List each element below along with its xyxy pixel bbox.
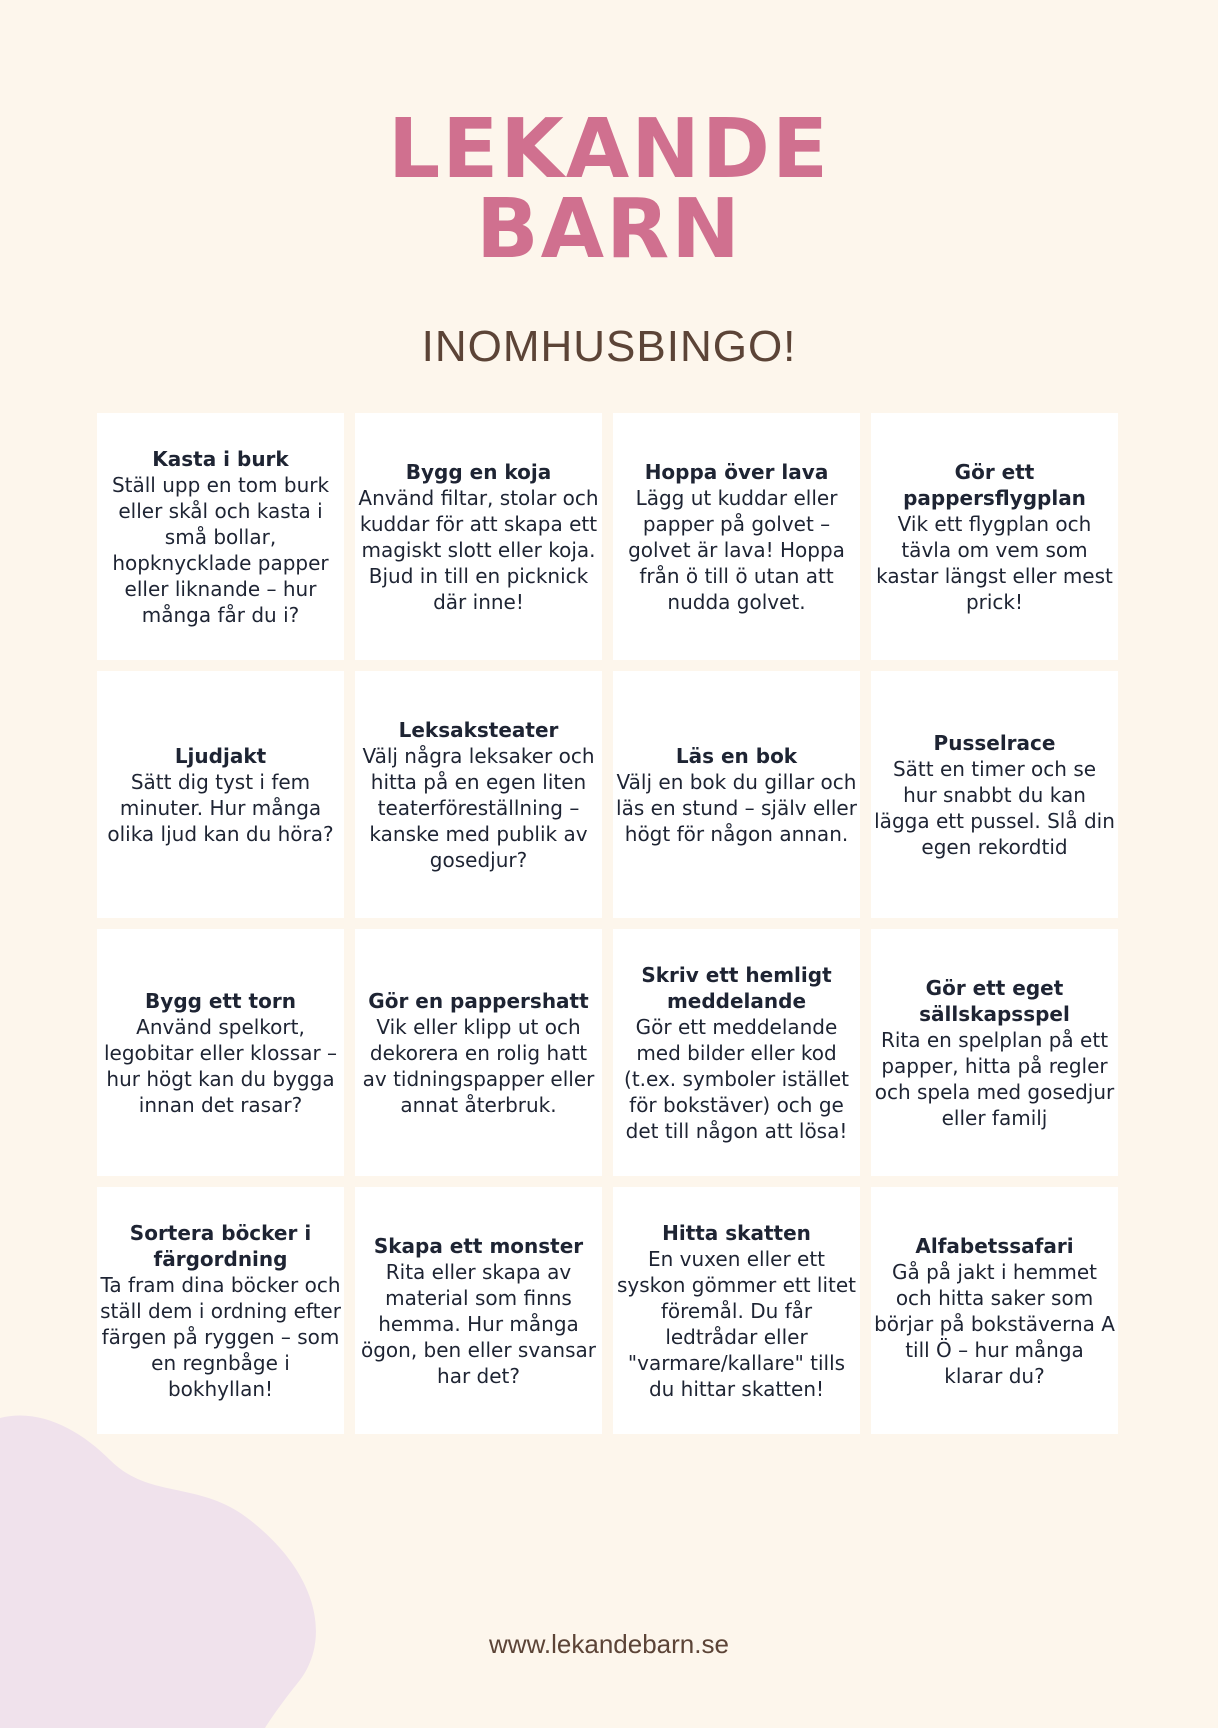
bingo-cell [613,671,860,918]
bingo-cell [871,671,1118,918]
bingo-cell [355,671,602,918]
bingo-cell-text: Välj några leksaker och hitta på en egen liten teaterföreställning – kanske med publik av gosedjur? [362,743,595,872]
decorative-blob [0,1400,340,1728]
bingo-cell [97,671,344,918]
bingo-cell [355,1187,602,1434]
bingo-cell [355,413,602,660]
bingo-cell-text: En vuxen eller ett syskon gömmer ett litet föremål. Du får ledtrådar eller "varmare/kallare" tills du hittar skatten! [616,1246,857,1401]
bingo-cell-title: Läs en bok [675,743,798,768]
bingo-cell [355,929,602,1176]
bingo-cell-title: Skapa ett monster [373,1233,584,1258]
bingo-cell-title: Alfabetssafari [915,1233,1074,1258]
page-title: INOMHUSBINGO! [421,322,797,371]
bingo-cell-title: Gör ett pappersflygplan [903,459,1086,510]
bingo-cell [871,413,1118,660]
bingo-cell-title: Pusselrace [933,730,1056,755]
bingo-cell-title: Gör ett eget sällskapsspel [919,975,1070,1026]
bingo-cell-title: Bygg ett torn [145,988,296,1013]
bingo-cell-text: Ta fram dina böcker och ställ dem i ordning efter färgen på ryggen – som en regnbåge i bokhyllan! [100,1272,341,1401]
brand-logo [0,102,1218,277]
bingo-cell-title: Hoppa över lava [644,459,829,484]
bingo-cell-title: Bygg en koja [405,459,552,484]
bingo-cell-text: Använd filtar, stolar och kuddar för att skapa ett magiskt slott eller koja. Bjud in till en picknick där inne! [358,485,599,614]
bingo-cell-title: Hitta skatten [662,1220,811,1245]
logo-line-2: BARN [476,182,742,277]
bingo-cell-text: Välj en bok du gillar och läs en stund – själv eller högt för någon annan. [616,769,857,846]
bingo-cell [871,1187,1118,1434]
bingo-cell-title: Kasta i burk [152,446,289,471]
bingo-cell-text: Rita en spelplan på ett papper, hitta på regler och spela med gosedjur eller familj [874,1027,1115,1130]
bingo-cell-title: Ljudjakt [174,743,267,768]
bingo-cell-title: Leksaksteater [398,717,559,742]
bingo-cell-title: Gör en pappershatt [368,988,589,1013]
bingo-grid [97,413,1118,1434]
bingo-cell [613,929,860,1176]
bingo-cell-text: Rita eller skapa av material som finns hemma. Hur många ögon, ben eller svansar har det? [361,1259,596,1388]
bingo-cell [871,929,1118,1176]
bingo-cell-text: Ställ upp en tom burk eller skål och kasta i små bollar, hopknycklade papper eller liknande – hur många får du i? [111,472,330,627]
bingo-cell-text: Lägg ut kuddar eller papper på golvet – golvet är lava! Hoppa från ö till ö utan att nudda golvet. [628,485,845,614]
bingo-cell [97,929,344,1176]
bingo-cell [613,1187,860,1434]
logo-line-1: LEKANDE [388,102,830,197]
bingo-cell-text: Använd spelkort, legobitar eller klossar – hur högt kan du bygga innan det rasar? [103,1014,338,1117]
bingo-cell [613,413,860,660]
bingo-cell-title: Skriv ett hemligt meddelande [641,962,832,1013]
bingo-cell-text: Sätt dig tyst i fem minuter. Hur många olika ljud kan du höra? [107,769,334,846]
bingo-cell-text: Vik ett flygplan och tävla om vem som kastar längst eller mest prick! [876,511,1113,614]
bingo-cell-text: Gör ett meddelande med bilder eller kod (t.ex. symboler istället för bokstäver) och ge det till någon att lösa! [624,1014,849,1143]
bingo-cell-text: Gå på jakt i hemmet och hitta saker som börjar på bokstäverna A till Ö – hur många klarar du? [874,1259,1115,1388]
bingo-cell [97,1187,344,1434]
bingo-cell [97,413,344,660]
website-url: www.lekandebarn.se [489,1629,729,1659]
bingo-cell-title: Sortera böcker i färgordning [129,1220,312,1271]
bingo-cell-text: Vik eller klipp ut och dekorera en rolig hatt av tidningspapper eller annat återbruk. [362,1014,595,1117]
bingo-cell-text: Sätt en timer och se hur snabbt du kan lägga ett pussel. Slå din egen rekordtid [874,756,1115,859]
